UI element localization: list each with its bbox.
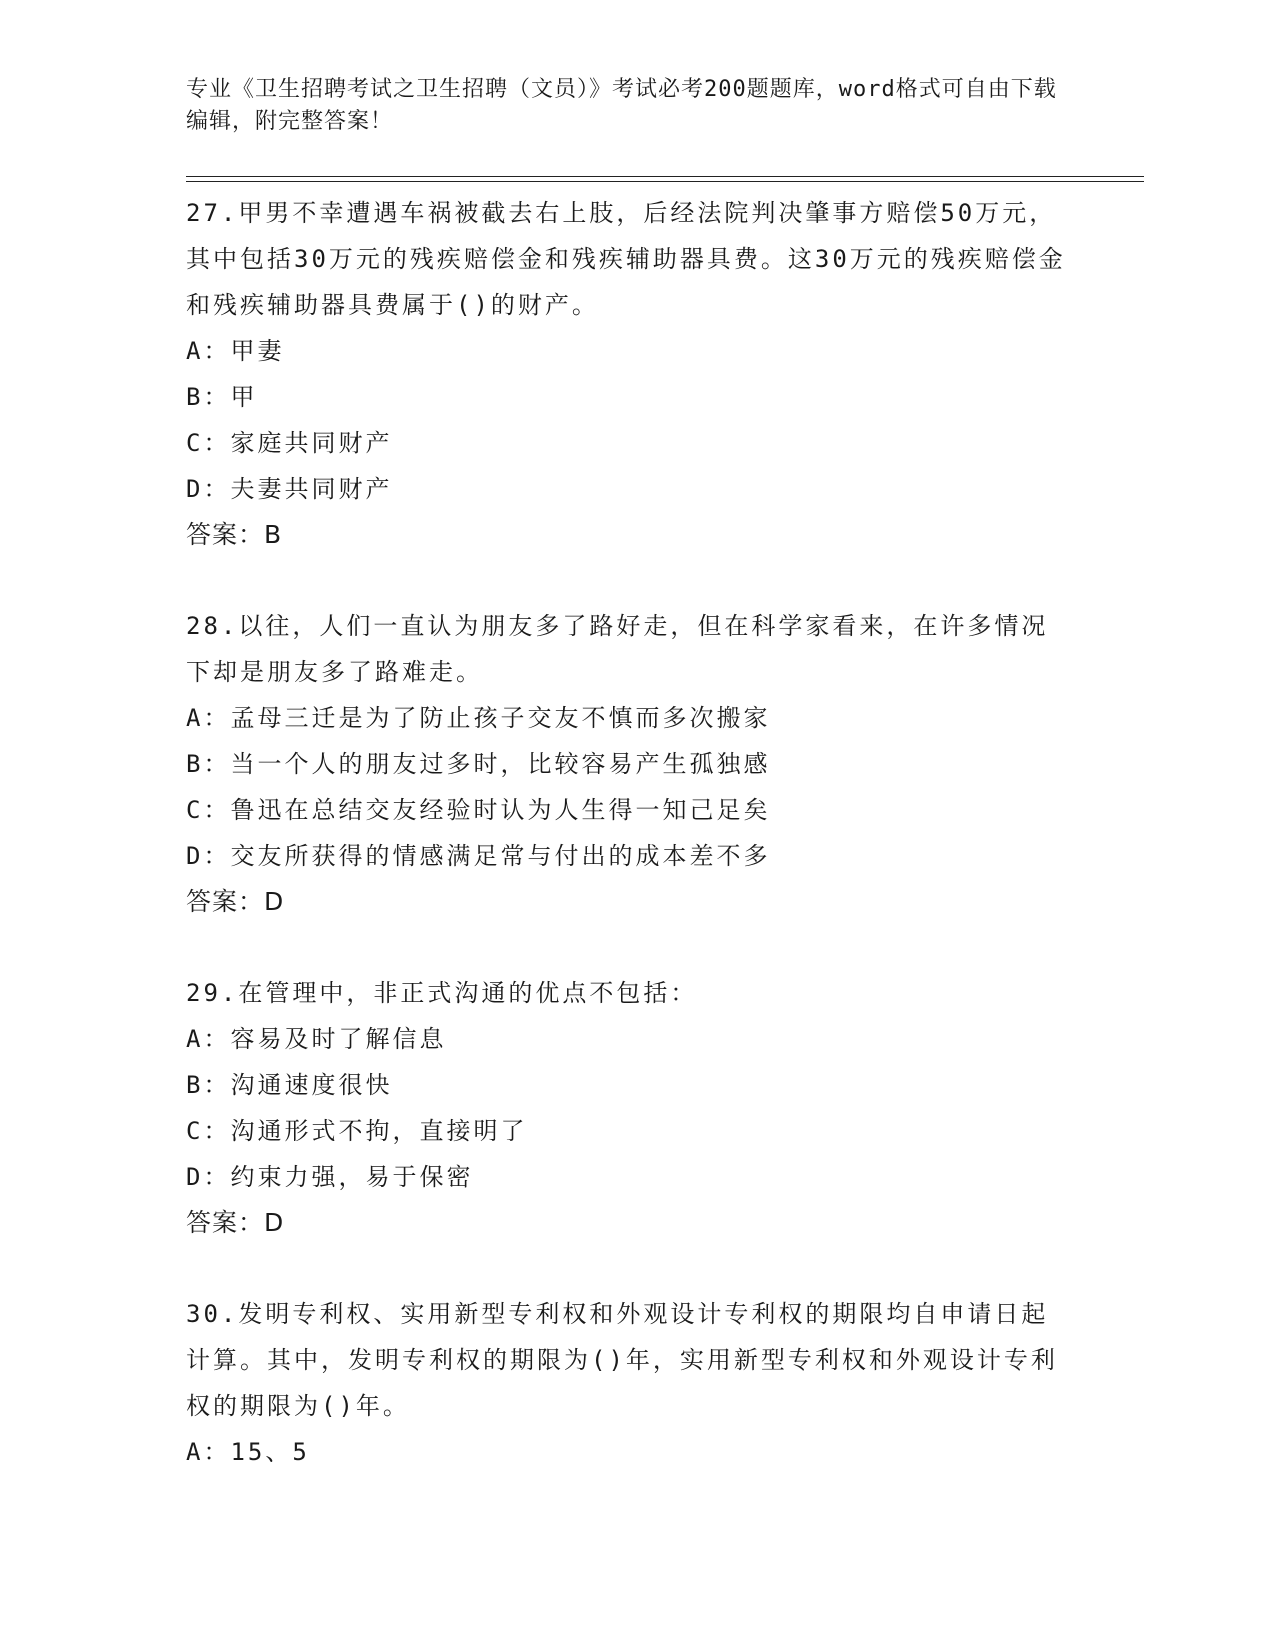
- answer-line: 答案：D: [186, 887, 285, 916]
- option-a: A：15、5: [186, 1438, 310, 1466]
- option-a: A：甲妻: [186, 337, 285, 365]
- answer-line: 答案：B: [186, 520, 283, 549]
- question-stem: 28.以往，人们一直认为朋友多了路好走，但在科学家看来，在许多情况下却是朋友多了路难走。: [186, 612, 1049, 686]
- question-30: [186, 1291, 1066, 1475]
- question-28: [186, 603, 1066, 925]
- option-a: A：容易及时了解信息: [186, 1025, 447, 1053]
- question-list: [186, 190, 1066, 1520]
- option-b: B：当一个人的朋友过多时，比较容易产生孤独感: [186, 750, 771, 778]
- header-rule-bottom: [186, 181, 1144, 182]
- option-b: B：甲: [186, 383, 258, 411]
- option-d: D：约束力强，易于保密: [186, 1163, 474, 1191]
- option-c: C：家庭共同财产: [186, 429, 393, 457]
- document-header: 专业《卫生招聘考试之卫生招聘（文员）》考试必考200题题库，word格式可自由下载编辑，附完整答案！: [186, 77, 1057, 134]
- option-c: C：沟通形式不拘，直接明了: [186, 1117, 528, 1145]
- header-rule-top: [186, 176, 1144, 177]
- option-d: D：夫妻共同财产: [186, 475, 393, 503]
- option-b: B：沟通速度很快: [186, 1071, 393, 1099]
- answer-line: 答案：D: [186, 1208, 285, 1237]
- option-c: C：鲁迅在总结交友经验时认为人生得一知己足矣: [186, 796, 771, 824]
- question-stem: 27.甲男不幸遭遇车祸被截去右上肢，后经法院判决肇事方赔偿50万元，其中包括30万元的残疾赔偿金和残疾辅助器具费。这30万元的残疾赔偿金和残疾辅助器具费属于()的财产。: [186, 199, 1066, 319]
- question-stem: 29.在管理中，非正式沟通的优点不包括：: [186, 979, 698, 1007]
- question-27: [186, 190, 1066, 558]
- option-d: D：交友所获得的情感满足常与付出的成本差不多: [186, 842, 771, 870]
- question-29: [186, 970, 1066, 1246]
- option-a: A：孟母三迁是为了防止孩子交友不慎而多次搬家: [186, 704, 771, 732]
- question-stem: 30.发明专利权、实用新型专利权和外观设计专利权的期限均自申请日起计算。其中，发明专利权的期限为()年，实用新型专利权和外观设计专利权的期限为()年。: [186, 1300, 1058, 1420]
